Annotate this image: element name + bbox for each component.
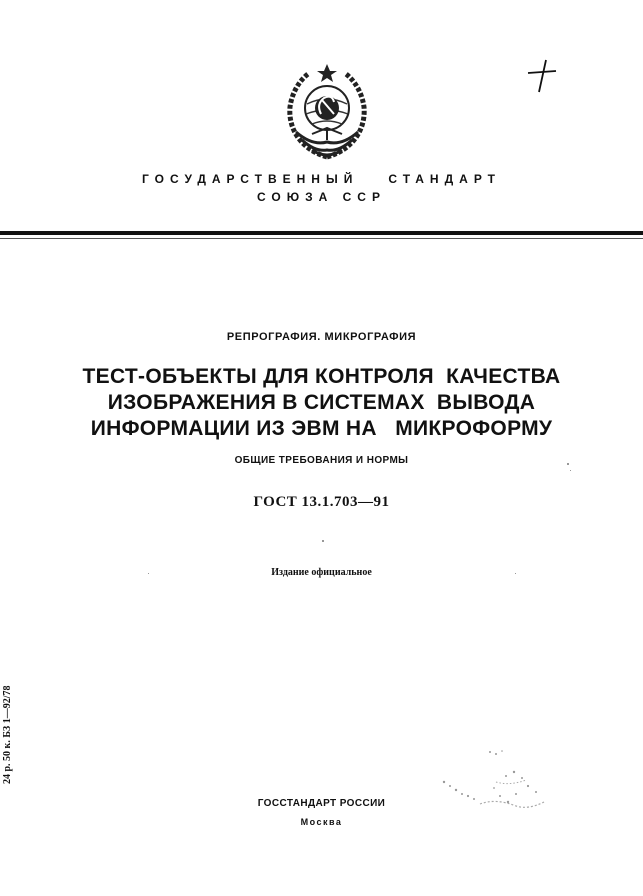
publisher-name: ГОССТАНДАРТ РОССИИ bbox=[257, 798, 386, 809]
header-rule-thick bbox=[0, 231, 643, 235]
header-rule-thin bbox=[0, 238, 643, 239]
header-line-1 bbox=[0, 172, 643, 186]
price-imprint: 24 р. 50 к. БЗ 1—92/78 bbox=[2, 685, 13, 784]
handwritten-cross-mark bbox=[522, 58, 562, 94]
state-emblem-icon bbox=[282, 62, 372, 162]
title-line-2: ИЗОБРАЖЕНИЯ В СИСТЕМАХ ВЫВОДА bbox=[107, 391, 536, 414]
edition-note: Издание официальное bbox=[271, 567, 372, 578]
header-state-word: ГОСУДАРСТВЕННЫЙ bbox=[141, 172, 359, 186]
header-line-2: СОЮЗА ССР bbox=[257, 190, 386, 204]
scan-speck bbox=[322, 540, 324, 542]
publication-city: Москва bbox=[300, 817, 343, 827]
title-line-3: ИНФОРМАЦИИ ИЗ ЭВМ НА МИКРОФОРМУ bbox=[90, 417, 553, 440]
standard-designation: ГОСТ 13.1.703—91 bbox=[253, 494, 390, 510]
title-line-1: ТЕСТ-ОБЪЕКТЫ ДЛЯ КОНТРОЛЯ КАЧЕСТВА bbox=[82, 365, 561, 388]
document-subtitle: ОБЩИЕ ТРЕБОВАНИЯ И НОРМЫ bbox=[234, 455, 409, 466]
scan-speck bbox=[570, 470, 571, 471]
category-heading: РЕПРОГРАФИЯ. МИКРОГРАФИЯ bbox=[226, 331, 417, 343]
document-title bbox=[0, 364, 643, 442]
scan-speck bbox=[515, 573, 516, 574]
header-standard-word: СТАНДАРТ bbox=[388, 172, 501, 186]
scan-speck bbox=[148, 573, 149, 574]
scan-speck bbox=[567, 463, 569, 465]
